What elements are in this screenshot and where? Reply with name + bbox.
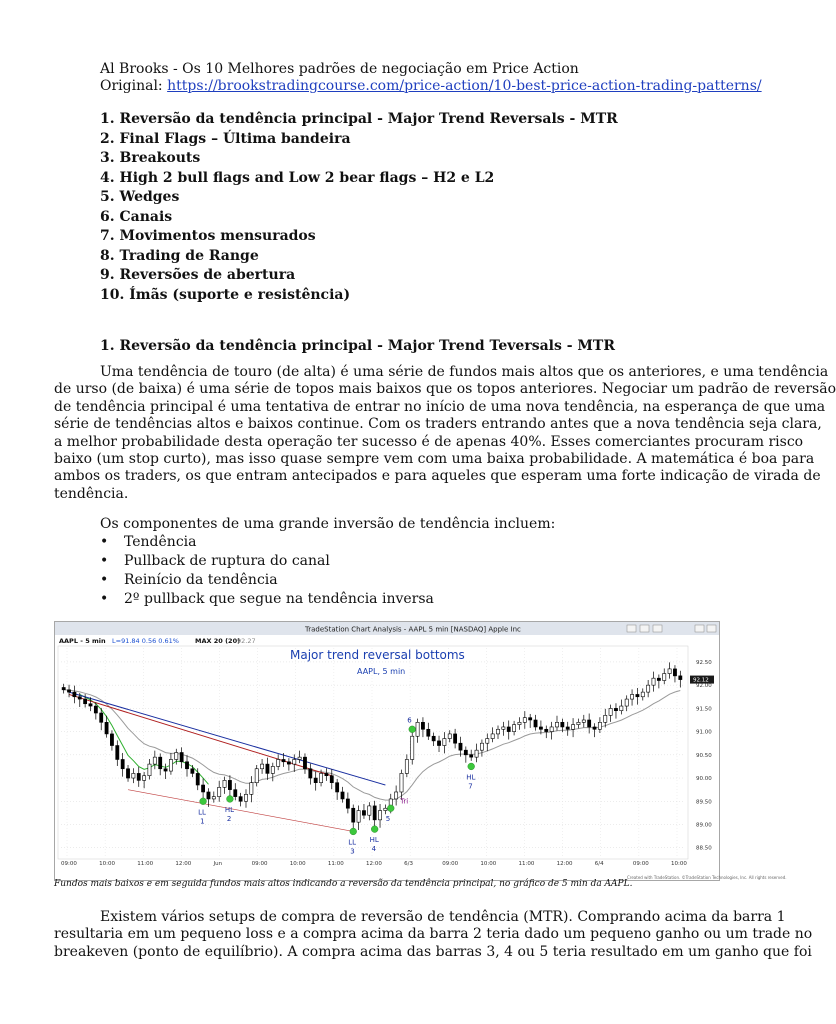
maximize-button[interactable] [640, 625, 649, 632]
candle-body [486, 739, 489, 744]
time-tick-label: 11:00 [327, 861, 344, 867]
signal-dot-icon [227, 796, 234, 803]
candle-body [534, 720, 537, 727]
price-axis [690, 660, 714, 852]
signal-dot-icon [468, 763, 475, 770]
time-tick-label: 11:00 [518, 861, 535, 867]
candle-body [550, 727, 553, 732]
candle-body [105, 722, 108, 734]
paragraph-line: Uma tendência de touro (de alta) é uma série de fundos mais altos que os anteriores, e uma tendência [100, 364, 829, 380]
time-tick-label: 12:00 [366, 861, 382, 867]
candle-body [164, 769, 167, 771]
candle-body [84, 699, 87, 704]
candle-body [319, 773, 322, 782]
candle-body [679, 676, 682, 680]
list-item: 2. Final Flags – Última bandeira [100, 130, 351, 147]
time-tick-label: 12:00 [175, 861, 192, 867]
candle-body [314, 778, 317, 783]
source-link[interactable]: https://brookstradingcourse.com/price-action/10-best-price-action-trading-patterns/ [167, 78, 762, 94]
time-tick-label: 10:00 [99, 861, 115, 867]
candle-body [647, 685, 650, 692]
candle-body [373, 806, 376, 820]
candle-body [266, 764, 269, 773]
paragraph-line: resultaria em um pequeno loss e a compra acima da barra 2 teria dado um pequeno ganho ou um trade no [54, 926, 813, 943]
section-heading: 1. Reversão da tendência principal - Major Trend Teversals - MTR [100, 338, 615, 354]
list-item: • 2º pullback que segue na tendência inversa [100, 591, 434, 607]
bullet-icon: • [100, 572, 109, 588]
candle-body [496, 729, 499, 734]
time-tick-label: 09:00 [251, 861, 268, 867]
candle-body [67, 690, 70, 692]
candle-body [191, 769, 194, 774]
candle-body [143, 776, 146, 781]
candle-body [148, 764, 151, 776]
candle-body [260, 764, 263, 769]
candle-body [641, 692, 644, 697]
list-item: 3. Breakouts [100, 150, 201, 166]
candle-body [309, 769, 312, 778]
candle-body [512, 725, 515, 732]
candle-body [529, 718, 532, 720]
candle-body [475, 750, 478, 757]
patterns-list [100, 110, 618, 305]
candle-body [121, 759, 124, 768]
ma-label: MAX 20 (20) [195, 637, 241, 645]
time-tick-label: 10:00 [480, 861, 497, 867]
components-list [100, 533, 434, 609]
candle-body [620, 706, 623, 711]
paragraph-line: baixo (um stop curto), mas isso quase sempre vem com uma baixa probabilidade. A matemática é boa para [54, 451, 815, 468]
candle-body [625, 699, 628, 706]
candle-body [228, 780, 231, 789]
time-tick-label: 10:00 [289, 861, 306, 867]
candle-body [287, 762, 290, 764]
window-title: TradeStation Chart Analysis - AAPL 5 min [NASDAQ] Apple Inc [305, 625, 521, 634]
list-item: 6. Canais [100, 208, 173, 225]
candle-body [384, 808, 387, 810]
time-tick-label: 6/3 [404, 861, 413, 867]
candle-body [126, 769, 129, 778]
candle-body [185, 762, 188, 769]
chart-subtitle: AAPL, 5 min [357, 667, 406, 676]
price-tick-label: 92.50 [696, 659, 712, 666]
last-price-tag-label: 92.12 [693, 677, 709, 684]
list-item: 9. Reversões de abertura [100, 267, 296, 283]
signal-dot-icon [409, 726, 416, 733]
candle-body [255, 769, 258, 783]
time-tick-label: Jun [213, 861, 223, 867]
annotation-label: 6 [407, 716, 412, 725]
annotation-label: HL [369, 836, 379, 845]
candle-body [169, 759, 172, 771]
chart-title: Major trend reversal bottoms [290, 648, 465, 662]
document-title: Al Brooks - Os 10 Melhores padrões de negociação em Price Action [100, 61, 579, 77]
candle-body [411, 736, 414, 759]
candle-body [100, 713, 103, 722]
chart-screenshot [54, 621, 787, 881]
candle-body [250, 783, 253, 795]
source-label: Original: [100, 78, 163, 94]
list-item: • Pullback de ruptura do canal [100, 553, 330, 569]
candle-body [336, 783, 339, 792]
candle-body [614, 708, 617, 710]
last-price-label: L=91.84 0.56 0.61% [112, 637, 179, 645]
candle-body [545, 729, 548, 731]
symbol-label: AAPL - 5 min [59, 637, 106, 645]
candle-body [437, 741, 440, 746]
candle-body [218, 787, 221, 796]
candle-body [212, 797, 215, 799]
candle-body [577, 722, 580, 724]
candle-body [271, 766, 274, 773]
time-axis [61, 861, 687, 867]
candle-body [652, 678, 655, 685]
candle-body [282, 759, 285, 761]
annotation-label: HL [466, 773, 476, 782]
signal-dot-icon [371, 826, 378, 833]
candle-body [400, 773, 403, 792]
candle-body [405, 759, 408, 773]
paragraph-line: ambos os traders, os que entram antecipados e para aqueles que esperam uma forte indicação de virada de [54, 468, 821, 485]
list-item: • Reinício da tendência [100, 572, 278, 588]
annotation-label: 5 [385, 815, 391, 824]
candle-body [132, 773, 135, 778]
time-tick-label: 09:00 [632, 861, 649, 867]
candle-body [459, 743, 462, 750]
candle-body [244, 794, 247, 801]
candle-body [159, 757, 162, 769]
candle-body [470, 755, 473, 757]
time-tick-label: 09:00 [442, 861, 459, 867]
bullet-icon: • [100, 534, 109, 550]
candle-body [153, 757, 156, 764]
candle-body [502, 727, 505, 729]
price-tick-label: 89.50 [696, 799, 712, 806]
time-tick-label: 10:00 [671, 861, 687, 867]
window-menu-icon[interactable] [695, 625, 704, 632]
list-item: 5. Wedges [100, 189, 180, 205]
candle-body [464, 750, 467, 755]
candle-body [416, 722, 419, 736]
candle-body [588, 720, 591, 727]
bullet-icon: • [100, 591, 109, 607]
candle-body [362, 811, 365, 816]
candle-body [636, 694, 639, 696]
candle-body [137, 773, 140, 780]
candle-body [207, 792, 210, 799]
candle-body [201, 785, 204, 792]
paragraph-mtr [54, 364, 836, 503]
paragraph-line: série de tendências altos e baixos continue. Com os traders entrando antes que a nova tendência seja clara, [54, 416, 822, 433]
candle-body [62, 687, 65, 689]
paragraph-line: tendência. [54, 485, 129, 502]
signal-dot-icon [350, 828, 357, 835]
list-item: 8. Trading de Range [100, 247, 259, 264]
candle-body [298, 757, 301, 759]
candle-body [507, 727, 510, 732]
price-tick-label: 90.50 [696, 752, 712, 759]
candle-body [598, 722, 601, 729]
candle-body [561, 722, 564, 727]
candle-body [116, 746, 119, 760]
candle-body [673, 669, 676, 676]
candle-body [657, 678, 660, 680]
candle-body [395, 792, 398, 799]
candle-body [110, 734, 113, 746]
figure-caption: Fundos mais baixos e em seguida fundos mais altos indicando a reversão da tendência principal, no gráfico de 5 min da AAPL. [54, 879, 633, 889]
candle-body [175, 753, 178, 760]
annotation-label: HL [224, 805, 235, 814]
price-tick-label: 91.50 [696, 706, 712, 713]
copyright-note: Created with TradeStation. ©TradeStation Technologies, Inc. All rights reserved. [627, 875, 787, 880]
price-tick-label: 91.00 [696, 729, 712, 736]
candle-body [566, 727, 569, 729]
paragraph-line: Existem vários setups de compra de reversão de tendência (MTR). Comprando acima da barra 1 [100, 909, 786, 925]
annotation-number: 3 [350, 847, 355, 856]
annotation-number: 2 [226, 814, 232, 823]
candle-body [303, 757, 306, 769]
candle-body [341, 792, 344, 799]
candle-body [491, 734, 494, 739]
signal-dot-icon [200, 798, 207, 805]
candle-body [571, 725, 574, 730]
source-line [100, 77, 762, 95]
close-button[interactable] [653, 625, 662, 632]
paragraph-line: de tendência principal é uma tentativa de entrar no início de uma nova tendência, na esperança de que uma [54, 398, 826, 415]
candle-body [180, 753, 183, 762]
candle-body [330, 776, 333, 783]
time-tick-label: 09:00 [61, 861, 77, 867]
candle-body [668, 669, 671, 674]
candle-body [368, 806, 371, 815]
candle-body [604, 715, 607, 722]
annotation-label: LL [198, 808, 206, 817]
candle-body [378, 811, 381, 820]
candle-body [609, 708, 612, 715]
components-intro: Os componentes de uma grande inversão de tendência incluem: [100, 516, 556, 532]
time-tick-label: 6/4 [594, 861, 604, 867]
candle-body [421, 722, 424, 729]
candle-body [73, 692, 76, 697]
paragraph-setups [54, 909, 813, 961]
list-item: • Tendência [100, 534, 197, 550]
price-tick-label: 90.00 [696, 776, 712, 783]
window-close-icon[interactable] [707, 625, 716, 632]
candle-body [223, 780, 226, 787]
candle-body [89, 704, 92, 706]
chart-svg [55, 622, 787, 880]
list-item: 7. Movimentos mensurados [100, 228, 316, 244]
paragraph-line: breakeven (ponto de equilíbrio). A compra acima das barras 3, 4 ou 5 teria resultado em um ganho que foi [54, 943, 812, 960]
candle-body [523, 718, 526, 723]
price-tick-label: 92.00 [696, 683, 712, 690]
candle-body [277, 759, 280, 766]
annotation-number: 4 [371, 845, 377, 854]
candle-body [582, 720, 585, 722]
annotation-number: 1 [200, 817, 205, 826]
candle-body [480, 743, 483, 750]
bullet-icon: • [100, 553, 109, 569]
candle-body [593, 727, 596, 729]
candle-body [293, 759, 296, 764]
time-tick-label: 11:00 [137, 861, 154, 867]
minimize-button[interactable] [627, 625, 636, 632]
candle-body [94, 706, 97, 713]
candle-body [448, 734, 451, 739]
annotation-label: Tri [400, 797, 409, 806]
candle-body [239, 797, 242, 802]
price-tick-label: 89.00 [696, 822, 712, 829]
candle-body [663, 674, 666, 681]
candle-body [346, 799, 349, 808]
candle-body [325, 773, 328, 775]
paragraph-line: de urso (de baixa) é uma série de topos mais baixos que os topos anteriores. Negociar um padrão de reversão [54, 381, 836, 398]
candle-body [443, 739, 446, 746]
candle-body [78, 697, 81, 699]
paragraph-line: a melhor probabilidade desta operação ter sucesso é de apenas 40%. Esses comerciantes procuram risco [54, 433, 804, 450]
candle-body [352, 808, 355, 822]
candle-body [357, 811, 360, 823]
list-item: 1. Reversão da tendência principal - Major Trend Reversals - MTR [100, 111, 618, 127]
price-tick-label: 88.50 [696, 845, 712, 852]
ma-value-label: 92.27 [237, 637, 256, 645]
candle-body [539, 727, 542, 729]
candle-body [518, 722, 521, 724]
candle-body [432, 736, 435, 741]
list-item: 4. High 2 bull flags and Low 2 bear flags – H2 e L2 [100, 169, 495, 186]
candle-body [630, 694, 633, 699]
list-item: 10. Ímãs (suporte e resistência) [100, 286, 351, 303]
candle-body [454, 734, 457, 743]
candle-body [555, 722, 558, 727]
time-tick-label: 12:00 [556, 861, 573, 867]
annotation-label: LL [348, 838, 357, 847]
candle-body [234, 790, 237, 797]
candle-body [196, 773, 199, 785]
candle-body [427, 729, 430, 736]
signal-dot-icon [387, 805, 394, 812]
annotation-number: 7 [468, 782, 473, 791]
